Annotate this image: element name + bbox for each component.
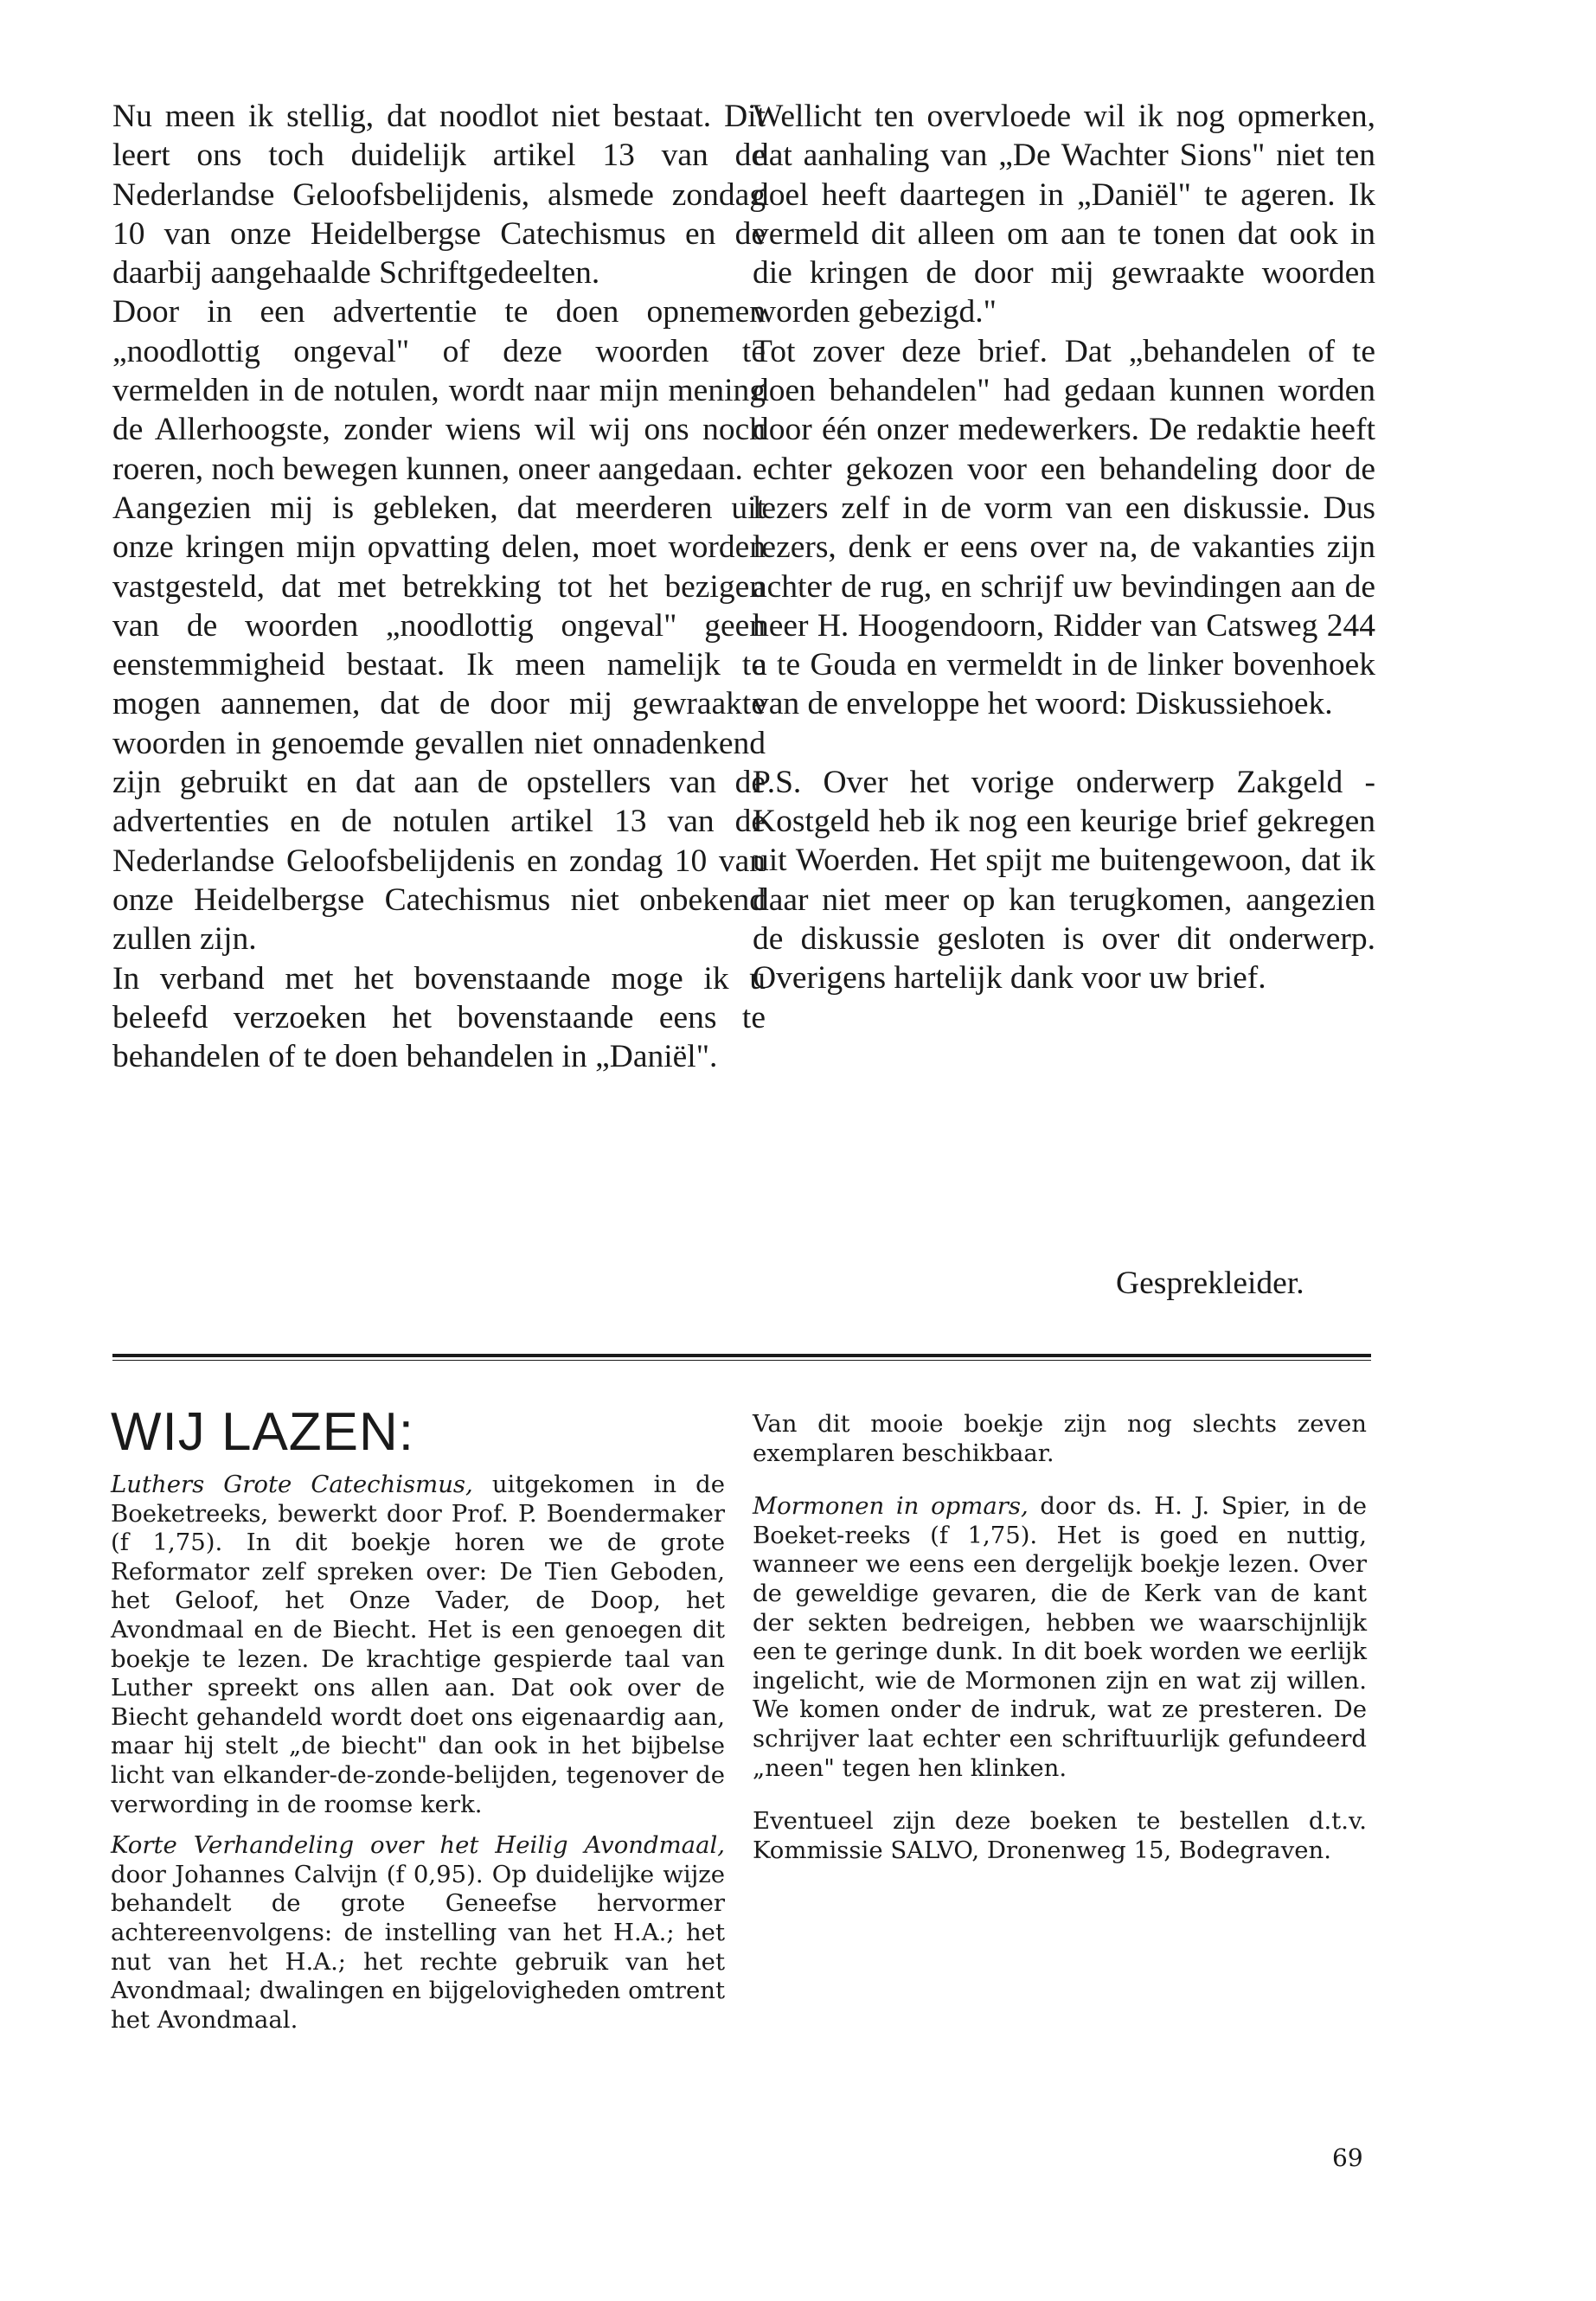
letter-paragraph: Nu meen ik stellig, dat noodlot niet bestaat. Dit leert ons toch duidelijk artikel 13 van de Nederlandse Geloofsbelijdenis, alsmede zondag 10 van onze Heidelbergse Catechismus en de daarbij aangehaalde Schriftgedeelten.	[112, 99, 766, 292]
review-column-left	[111, 1471, 725, 2035]
book-title: Korte Verhandeling over het Heilig Avondmaal,	[111, 1831, 725, 1860]
section-divider-thin	[112, 1360, 1371, 1361]
review-calvijn	[111, 1831, 725, 2035]
page-number: 69	[1332, 2144, 1363, 2172]
letter-column-left	[112, 97, 766, 1076]
review-text: door Johannes Calvijn (f 0,95). Op duidelijke wijze behandelt de grote Geneefse hervormer achtereenvolgens: de instelling van het H.A.; het nut van het H.A.; het rechte gebruik van het Avondmaal; dwalingen en bijgelovigheden omtrent het Avondmaal.	[111, 1860, 725, 2034]
letter-paragraph: Door in een advertentie te doen opnemen „noodlottig ongeval" of deze woorden te vermelden in de notulen, wordt naar mijn mening de Allerhoogste, zonder wiens wil wij ons noch roeren, noch bewegen kunnen, oneer aangedaan.	[112, 294, 766, 487]
section-heading: WIJ LAZEN:	[111, 1402, 415, 1462]
review-column-right	[753, 1410, 1367, 1865]
review-text: door ds. H. J. Spier, in de Boeket-reeks (f 1,75). Het is goed en nuttig, wanneer we eens een dergelijk boekje lezen. Over de geweldige gevaren, die de Kerk van de kant der sekten bedreigen, hebben we waarschijnlijk een te geringe dunk. In dit boek worden we eerlijk ingelicht, wie de Mormonen zijn en wat zij willen. We komen onder de indruk, wat ze presteren. De schrijver laat echter een schriftuurlijk gefundeerd „neen" tegen hen klinken.	[753, 1492, 1367, 1782]
letter-paragraph: Wellicht ten overvloede wil ik nog opmerken, dat aanhaling van „De Wachter Sions" niet ten doel heeft daartegen in „Daniël" te ageren. Ik vermeld dit alleen om aan te tonen dat ook in die kringen de door mij gewraakte woorden worden gebezigd."	[753, 99, 1375, 330]
review-stock-note: Van dit mooie boekje zijn nog slechts zeven exemplaren beschikbaar.	[753, 1410, 1367, 1467]
book-title: Luthers Grote Catechismus,	[111, 1471, 473, 1498]
signature: Gesprekleider.	[1116, 1266, 1304, 1301]
section-divider	[112, 1354, 1371, 1357]
review-text: uitgekomen in de Boeketreeks, bewerkt door Prof. P. Boendermaker (f 1,75). In dit boekje horen we de grote Reformator zelf spreken over: De Tien Geboden, het Geloof, het Onze Vader, de Doop, het Avondmaal en de Biecht. Het is een genoegen dit boekje te lezen. De krachtige gespierde taal van Luther spreekt ons allen aan. Dat ook over de Biecht gehandeld wordt doet ons eigenaardig aan, maar hij stelt „de biecht" dan ook in het bijbelse licht van elkander-de-zonde-belijden, tegenover de verwording in de roomse kerk.	[111, 1471, 726, 1818]
letter-paragraph: Aangezien mij is gebleken, dat meerderen uit onze kringen mijn opvatting delen, moet worden vastgesteld, dat met betrekking tot het bezigen van de woorden „noodlottig ongeval" geen eenstemmigheid bestaat. Ik meen namelijk te mogen aannemen, dat de door mij gewraakte woorden in genoemde gevallen niet onnadenkend zijn gebruikt en dat aan de opstellers van de advertenties en de notulen artikel 13 van de Nederlandse Geloofsbelijdenis en zondag 10 van onze Heidelbergse Catechismus niet onbekend zullen zijn.	[112, 490, 766, 958]
book-title: Mormonen in opmars,	[753, 1492, 1029, 1521]
letter-paragraph: In verband met het bovenstaande moge ik u beleefd verzoeken het bovenstaande eens te behandelen of te doen behandelen in „Daniël".	[112, 960, 766, 1075]
editor-response: Tot zover deze brief. Dat „behandelen of te doen behandelen" had gedaan kunnen worden door één onzer medewerkers. De redaktie heeft echter gekozen voor een behandeling door de lezers zelf in de vorm van een diskussie. Dus lezers, denk er eens over na, de vakanties zijn achter de rug, en schrijf uw bevindingen aan de heer H. Hoogendoorn, Ridder van Catsweg 244 a te Gouda en vermeldt in de linker bovenhoek van de enveloppe het woord: Diskussiehoek.	[753, 333, 1375, 722]
review-mormonen	[753, 1492, 1367, 1783]
postscript: P.S. Over het vorige onderwerp Zakgeld - Kostgeld heb ik nog een keurige brief gekregen uit Woerden. Het spijt me buitengewoon, dat ik daar niet meer op kan terugkomen, aangezien de diskussie gesloten is over dit onderwerp. Overigens hartelijk dank voor uw brief.	[753, 764, 1375, 997]
order-note: Eventueel zijn deze boeken te bestellen d.t.v. Kommissie SALVO, Dronenweg 15, Bodegraven.	[753, 1807, 1367, 1864]
review-luther	[111, 1471, 725, 1819]
letter-column-right	[753, 97, 1375, 998]
